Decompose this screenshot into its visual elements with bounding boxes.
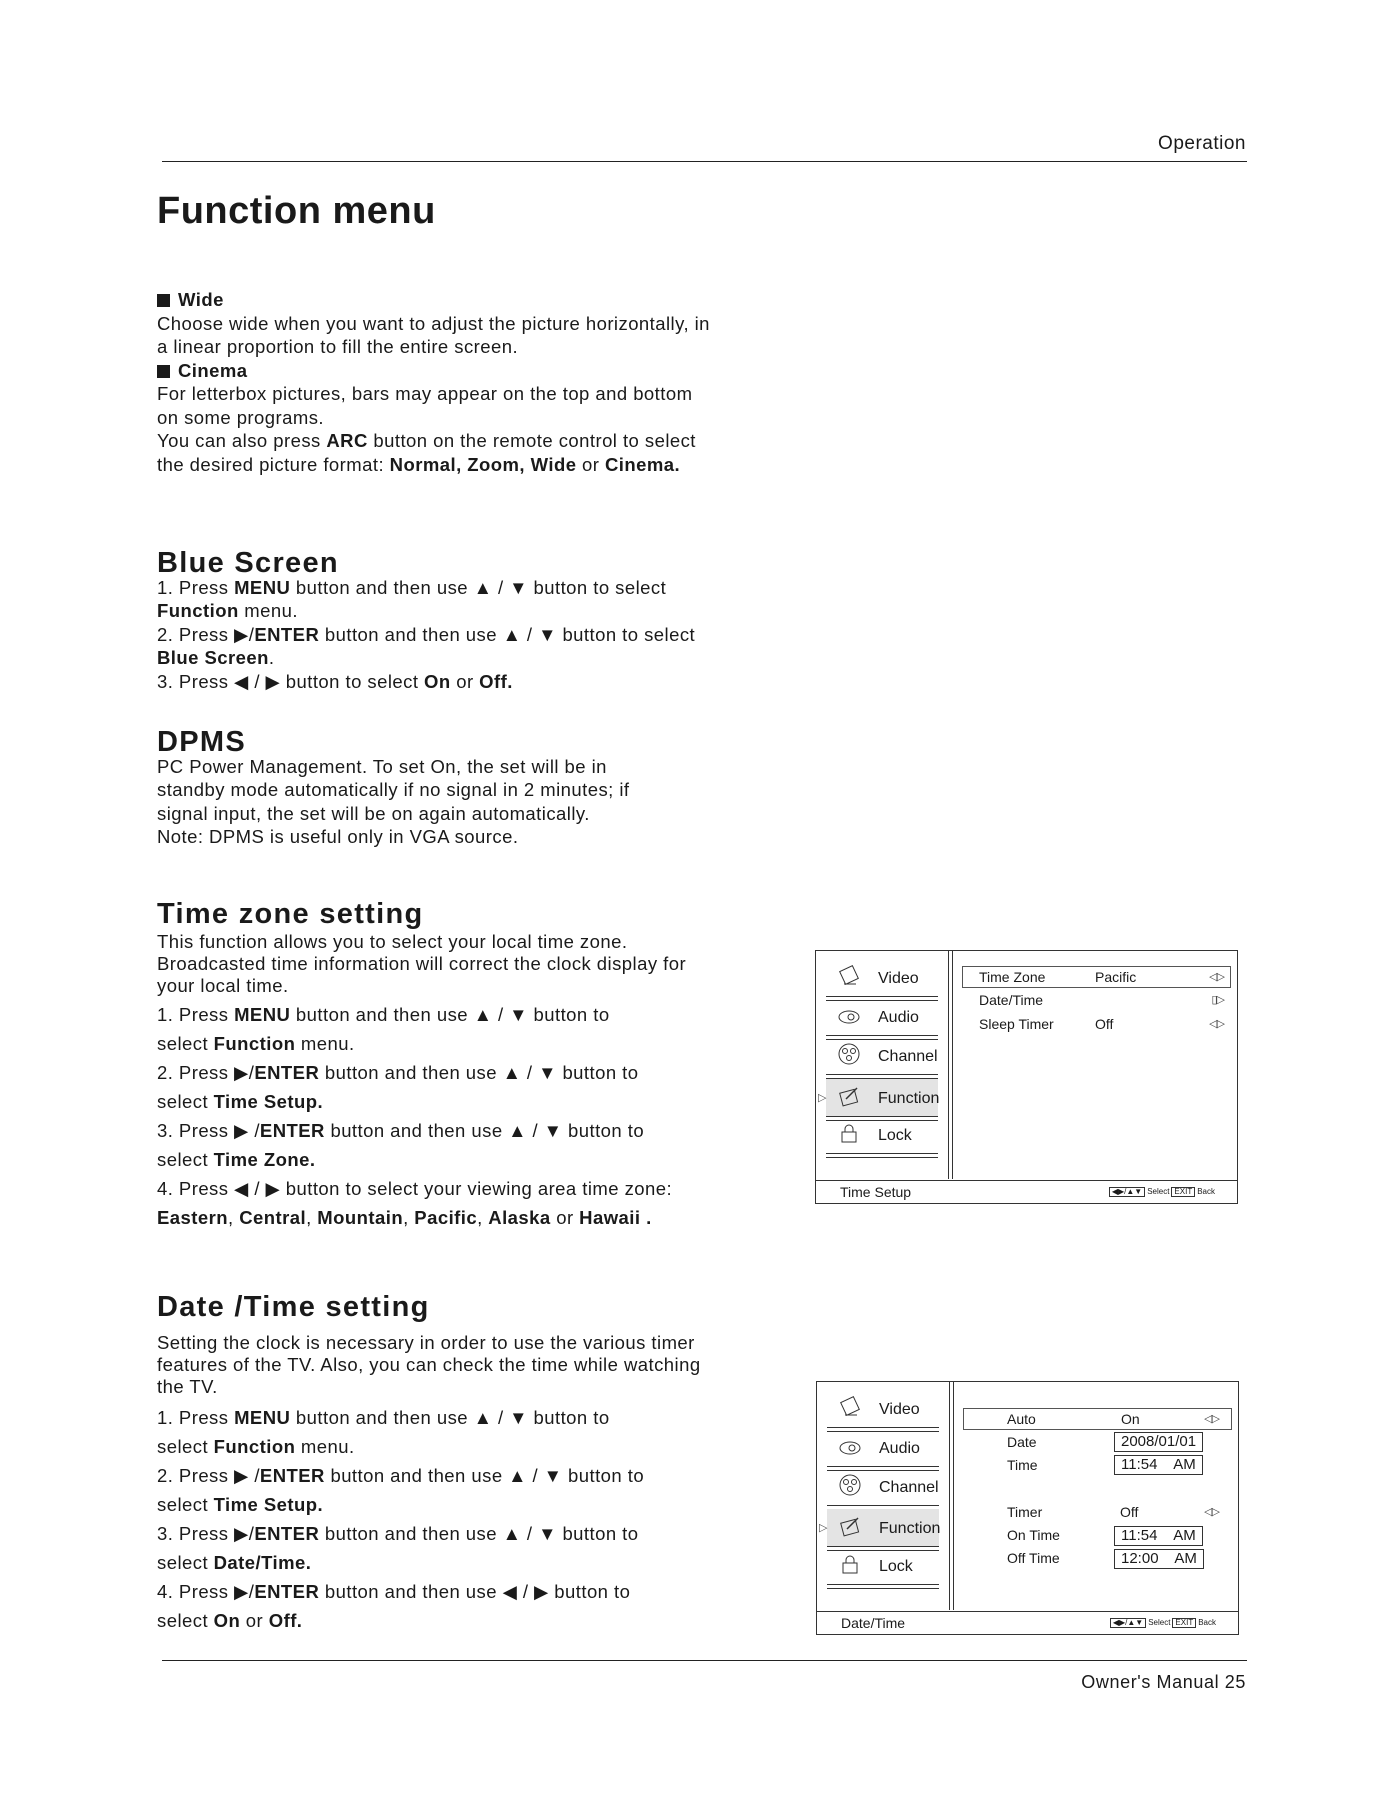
osd-menu-column [816,951,953,1179]
dt-step-1: 1. Press MENU button and then use ▲ / ▼ button to [157,1406,610,1428]
bullet-square-icon [157,365,170,378]
osd-row-highlight [963,1408,1232,1430]
blue-step-3: 3. Press ◀ / ▶ button to select On or Off. [157,670,513,692]
wide-text: Choose wide when you want to adjust the picture horizontally, in a linear proportion to fill the entire screen. [157,312,710,357]
pointer-icon: ▷ [818,1092,827,1104]
header-divider [162,161,1247,162]
channel-icon [839,1474,861,1496]
osd-menu-item-lock[interactable]: Lock [826,1116,938,1154]
wide-cinema-section [157,288,717,476]
footer-divider [162,1660,1247,1661]
function-icon [838,1085,860,1107]
pointer-icon: ▷ [819,1522,828,1534]
dt-step-4: 4. Press ▶/ENTER button and then use ◀ / ▶ button to [157,1580,631,1602]
date-field[interactable]: 2008/01/01 [1114,1432,1203,1452]
osd-menu-item-channel[interactable]: Channel [827,1468,939,1506]
osd-menu-item-lock[interactable]: Lock [827,1547,939,1585]
tz-step-1: 1. Press MENU button and then use ▲ / ▼ button to [157,1003,610,1025]
dpms-heading: DPMS [157,726,246,758]
video-icon [838,965,860,987]
enter-arrow-icon: ▯▷ [1211,994,1224,1006]
blue-step-2: 2. Press ▶/ENTER button and then use ▲ / ▼ button to select Blue Screen. [157,623,696,668]
tz-zone-list: Eastern, Central, Mountain, Pacific, Alaska or Hawaii . [157,1206,652,1228]
osd-menu-item-function[interactable]: ▷ Function [827,1509,939,1547]
osd-menu-item-video[interactable]: Video [827,1390,939,1428]
lock-icon [838,1122,860,1144]
osd-key-hint: ◀▶/▲▼ Select EXIT Back [1107,1187,1215,1197]
cinema-heading: Cinema [178,359,248,381]
function-icon [839,1515,861,1537]
blue-screen-section [157,547,717,693]
time-field[interactable]: 11:54 AM [1114,1455,1203,1475]
header-section-label: Operation [1158,133,1246,154]
osd-menu-item-channel[interactable]: Channel [826,1037,938,1075]
wide-heading: Wide [178,289,224,310]
bullet-square-icon [157,294,170,307]
left-right-arrows-icon: ◁▷ [1204,1413,1219,1425]
tz-step-2: 2. Press ▶/ENTER button and then use ▲ / ▼ button to [157,1061,639,1083]
audio-icon [838,1004,860,1026]
date-time-section: Date /Time setting Setting the clock is necessary in order to use the various timer features of the TV. Also, you can check the time while watching the TV. 1. Press MENU button and then use ▲ / ▼ button to select Function menu. 2. Press ▶ /ENTER button and then use ▲ / ▼ button to select Time Setup. 3. Press ▶/ENTER button and then use ▲ / ▼ button to select Date/Time. 4. Press ▶/ENTER button and then use ◀ / ▶ button to select On or Off. [157,1296,717,1635]
cinema-text: For letterbox pictures, bars may appear on the top and bottom on some programs. [157,383,693,428]
dt-step-2: 2. Press ▶ /ENTER button and then use ▲ / ▼ button to [157,1464,645,1486]
left-right-arrows-icon: ◁▷ [1209,971,1224,983]
osd-menu-item-function[interactable]: ▷ Function [826,1079,938,1117]
time-zone-section: Time zone setting This function allows you to select your local time zone. Broadcasted time information will correct the clock display for your local time. 1. Press MENU button and then use ▲ / ▼ button to select Function menu. 2. Press ▶/ENTER button and then use ▲ / ▼ button to select Time Setup. 3. Press ▶ /ENTER button and then use ▲ / ▼ button to select Time Zone. 4. Press ◀ / ▶ button to select your viewing area time zone: Eastern, Central, Mountain, Pacific, Alaska or Hawaii . [157,903,717,1232]
audio-icon [839,1435,861,1457]
osd-status-bar: Date/Time ◀▶/▲▼ Select EXIT Back [817,1611,1238,1634]
left-right-arrows-icon: ◁▷ [1209,1018,1224,1030]
date-time-heading: Date /Time setting [157,1291,430,1323]
date-time-intro: Setting the clock is necessary in order to use the various timer features of the TV. Also, you can check the time while watching the TV. [157,1331,701,1397]
footer-page-label: Owner's Manual 25 [1081,1672,1246,1692]
time-zone-heading: Time zone setting [157,898,424,930]
lock-icon [839,1553,861,1575]
osd-key-hint: ◀▶/▲▼ Select EXIT Back [1108,1618,1216,1628]
dpms-text: PC Power Management. To set On, the set will be in standby mode automatically if no signal in 2 minutes; if signal input, the set will be on again automatically. [157,755,630,824]
blue-screen-heading: Blue Screen [157,547,339,579]
osd-menu-column [817,1382,954,1610]
osd-menu-item-video[interactable]: Video [826,959,938,997]
blue-step-1: 1. Press MENU button and then use ▲ / ▼ button to select Function menu. [157,576,667,621]
time-zone-intro: This function allows you to select your local time zone. Broadcasted time information will correct the clock display for your local time. [157,930,687,996]
off-time-field[interactable]: 12:00 AM [1114,1549,1204,1569]
osd-time-setup-screen: Video Audio Channel ▷ Function Lock Time Zone Pacific ◁▷ Date/Time ▯▷ Sleep Timer Off ◁▷ Time Setup ◀▶/▲▼ Select EXIT Back [815,950,1238,1204]
tz-step-3: 3. Press ▶ /ENTER button and then use ▲ / ▼ button to [157,1119,645,1141]
osd-date-time-screen: Video Audio Channel ▷ Function Lock Auto On ◁▷ Date 2008/01/01 Time 11:54 AM Timer Off ◁▷ On Time 11:54 AM Off Time 12:00 AM Date/Time ◀▶/▲▼ Select EXIT Back [816,1381,1239,1635]
osd-menu-item-audio[interactable]: Audio [826,998,938,1036]
arc-text: You can also press ARC button on the remote control to select the desired picture format: Normal, Zoom, Wide or Cinema. [157,430,696,475]
dpms-note: Note: DPMS is useful only in VGA source. [157,826,519,847]
video-icon [839,1396,861,1418]
tz-step-4: 4. Press ◀ / ▶ button to select your viewing area time zone: [157,1177,673,1199]
on-time-field[interactable]: 11:54 AM [1114,1526,1203,1546]
osd-status-bar: Time Setup ◀▶/▲▼ Select EXIT Back [816,1180,1237,1203]
channel-icon [838,1043,860,1065]
dpms-section [157,726,677,849]
left-right-arrows-icon: ◁▷ [1204,1506,1219,1518]
page-title: Function menu [157,190,436,232]
dt-step-3: 3. Press ▶/ENTER button and then use ▲ / ▼ button to [157,1522,639,1544]
osd-menu-item-audio[interactable]: Audio [827,1429,939,1467]
